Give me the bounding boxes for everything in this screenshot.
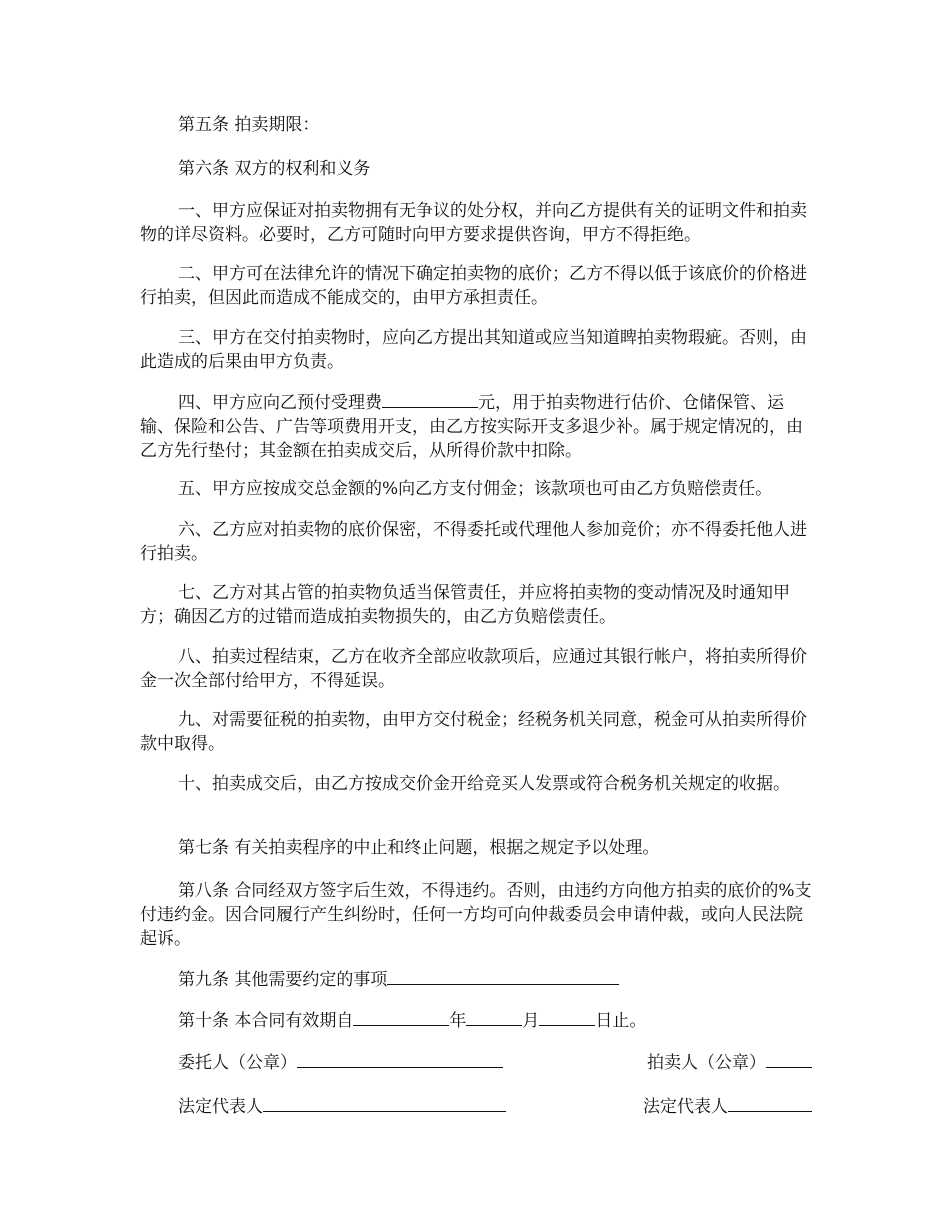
article-6-heading: 第六条 双方的权利和义务 bbox=[178, 159, 371, 179]
year-label: 年 bbox=[449, 1011, 467, 1031]
clause-4-text-before: 四、甲方应向乙预付受理费 bbox=[178, 393, 382, 413]
principal-legal-rep-label: 法定代表人 bbox=[178, 1097, 263, 1117]
auctioneer-legal-rep-field bbox=[643, 1093, 812, 1119]
auctioneer-legal-rep-label: 法定代表人 bbox=[643, 1097, 728, 1117]
year-blank[interactable] bbox=[353, 1007, 449, 1026]
article-5-auction-period: 第五条 拍卖期限： bbox=[178, 115, 320, 135]
month-blank[interactable] bbox=[466, 1007, 522, 1026]
principal-seal-blank[interactable] bbox=[297, 1049, 503, 1068]
clause-4-prepaid-fee bbox=[140, 389, 812, 463]
clause-10: 十、拍卖成交后，由乙方按成交价金开给竞买人发票或符合税务机关规定的收据。 bbox=[178, 774, 790, 794]
principal-seal-label: 委托人（公章） bbox=[178, 1053, 297, 1073]
day-blank[interactable] bbox=[539, 1007, 595, 1026]
month-label: 月 bbox=[522, 1011, 540, 1031]
signature-row-legal-rep bbox=[178, 1093, 812, 1119]
day-end-label: 日止。 bbox=[595, 1011, 647, 1031]
clause-2: 二、甲方可在法律允许的情况下确定拍卖物的底价；乙方不得以低于该底价的价格进行拍卖，但因此而造成不能成交的，由甲方承担责任。 bbox=[140, 264, 807, 308]
article-8: 第八条 合同经双方签字后生效，不得违约。否则，由违约方向他方拍卖的底价的%支付违约金。因合同履行产生纠纷时，任何一方均可向仲裁委员会申请仲裁，或向人民法院起诉。 bbox=[140, 881, 812, 949]
clause-9: 九、对需要征税的拍卖物，由甲方交付税金；经税务机关同意，税金可从拍卖所得价款中取得。 bbox=[140, 710, 807, 754]
clause-1: 一、甲方应保证对拍卖物拥有无争议的处分权，并向乙方提供有关的证明文件和拍卖物的详尽资料。必要时，乙方可随时向甲方要求提供咨询，甲方不得拒绝。 bbox=[140, 201, 807, 245]
principal-seal-field bbox=[178, 1049, 503, 1075]
article-9-text: 第九条 其他需要约定的事项 bbox=[178, 970, 388, 990]
auctioneer-seal-blank[interactable] bbox=[766, 1049, 812, 1068]
signature-row-seal bbox=[178, 1049, 812, 1075]
clause-8: 八、拍卖过程结束，乙方在收齐全部应收款项后，应通过其银行帐户，将拍卖所得价金一次全部付给甲方，不得延误。 bbox=[140, 647, 807, 691]
auctioneer-seal-label: 拍卖人（公章） bbox=[647, 1053, 766, 1073]
other-matters-blank[interactable] bbox=[387, 966, 619, 985]
article-7: 第七条 有关拍卖程序的中止和终止问题，根据之规定予以处理。 bbox=[178, 838, 660, 858]
clause-4-text-after: 元，用于拍卖物进行估价、仓储保管、运输、保险和公告、广告等项费用开支，由乙方按实际开支多退少补。属于规定情况的，由乙方先行垫付；其金额在拍卖成交后，从所得价款中扣除。 bbox=[140, 393, 803, 461]
principal-legal-rep-blank[interactable] bbox=[263, 1093, 506, 1112]
article-9-other-matters bbox=[140, 966, 812, 992]
clause-3: 三、甲方在交付拍卖物时，应向乙方提出其知道或应当知道睥拍卖物瑕疵。否则，由此造成的后果由甲方负责。 bbox=[140, 328, 807, 372]
clause-6: 六、乙方应对拍卖物的底价保密，不得委托或代理他人参加竞价；亦不得委托他人进行拍卖。 bbox=[140, 520, 807, 564]
clause-5: 五、甲方应按成交总金额的%向乙方支付佣金；该款项也可由乙方负赔偿责任。 bbox=[178, 479, 773, 499]
principal-legal-rep-field bbox=[178, 1093, 506, 1119]
article-10-text: 第十条 本合同有效期自 bbox=[178, 1011, 354, 1031]
auctioneer-legal-rep-blank[interactable] bbox=[728, 1093, 812, 1112]
article-10-validity bbox=[140, 1007, 812, 1033]
auctioneer-seal-field bbox=[647, 1049, 812, 1075]
clause-7: 七、乙方对其占管的拍卖物负适当保管责任，并应将拍卖物的变动情况及时通知甲方；确因乙方的过错而造成拍卖物损失的，由乙方负赔偿责任。 bbox=[140, 583, 790, 627]
fee-amount-blank[interactable] bbox=[382, 389, 478, 408]
